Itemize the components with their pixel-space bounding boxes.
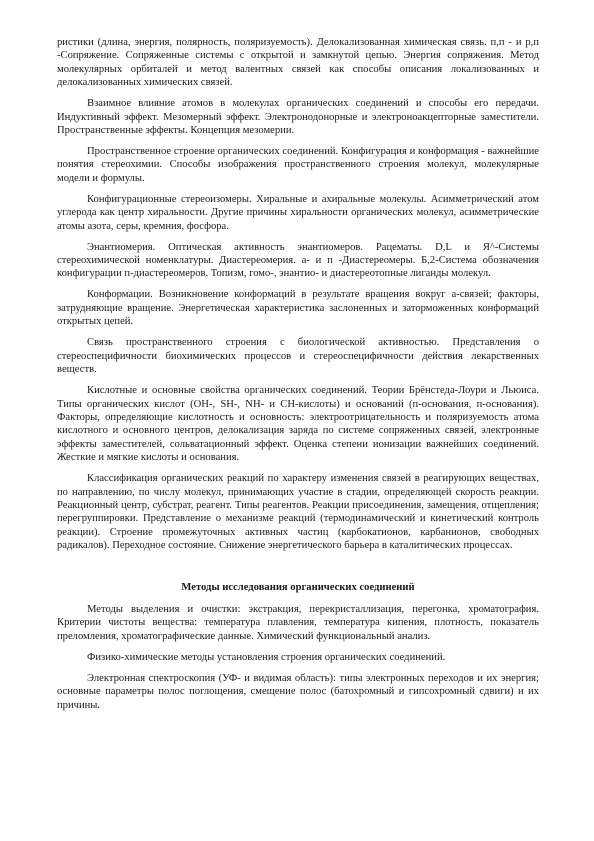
paragraph-enantiomerism: Энантиомерия. Оптическая активность энантиомеров. Рацематы. D,L и Я^-Системы стереохимической номенклатуры. Диастереомерия. а- и п -Диастереомеры. Б,2-Система обозначения конфигурации п-диастереомеров. Топизм, гомо-, энантио- и диастереотопные лиганды молекул. <box>57 241 539 280</box>
paragraph-bond-characteristics: ристики (длина, энергия, полярность, поляризуемость). Делокализованная химическая связь. п,п - и р,п -Сопряжение. Сопряженные системы с открытой и замкнутой цепью. Энергия сопряжения. Метод молекулярных орбиталей и метод валентных связей как способы описания локализованных и делокализованных химических связей. <box>57 37 539 89</box>
paragraph-biological-activity: Связь пространственного строения с биологической активностью. Представления о стереоспецифичности биохимических процессов и стереоспецифичности действия лекарственных веществ. <box>57 337 539 376</box>
paragraph-conformations: Конформации. Возникновение конформаций в результате вращения вокруг а-связей; факторы, затрудняющие вращение. Энергетическая характеристика заслоненных и заторможенных конформаций открытых цепей. <box>57 289 539 328</box>
paragraph-spatial-structure: Пространственное строение органических соединений. Конфигурация и конформация - важнейшие понятия стереохимии. Способы изображения пространственного строения молекул, молекулярные модели и формулы. <box>57 146 539 184</box>
paragraph-reaction-classification: Классификация органических реакций по характеру изменения связей в реагирующих веществах, по направлению, по числу молекул, принимающих участие в стадии, определяющей скорость реакции. Реакционный центр, субстрат, реагент. Типы реагентов. Реакции присоединения, замещения, отщепления; перегруппировки. Представление о механизме реакций (термодинамический и кинетический контроль реакции). Строение промежуточных активных частиц (карбокатионов, карбанионов, свободных радикалов). Переходное состояние. Снижение энергетического барьера в каталитических процессах. <box>57 473 539 552</box>
section-heading: Методы исследования органических соединений <box>181 581 415 593</box>
document-page <box>57 36 539 720</box>
paragraph-configurational-stereoisomers: Конфигурационные стереоизомеры. Хиральные и ахиральные молекулы. Асимметрический атом углерода как центр хиральности. Другие причины хиральности органических молекул, асимметрические атомы азота, серы, кремния, фосфора. <box>57 193 539 232</box>
paragraph-isolation-methods: Методы выделения и очистки: экстракция, перекристаллизация, перегонка, хроматография. Критерии чистоты вещества: температура плавления, температура кипения, плотность, показатель преломления, хроматографические данные. Химический функциональный анализ. <box>57 603 539 642</box>
paragraph-mutual-influence: Взаимное влияние атомов в молекулах органических соединений и способы его передачи. Индуктивный эффект. Мезомерный эффект. Электронодонорные и электроноакцепторные заместители. Пространственные эффекты. Концепция мезомерии. <box>57 98 539 137</box>
paragraph-electronic-spectroscopy: Электронная спектроскопия (УФ- и видимая область): типы электронных переходов и их энергия; основные параметры полос поглощения, смещение полос (батохромный и гипсохромный сдвиги) и их причины. <box>57 672 539 711</box>
paragraph-acid-base: Кислотные и основные свойства органических соединений. Теории Брёнстеда-Лоури и Льюиса. Типы органических кислот (ОН-, SH-, NH- и СН-кислоты) и оснований (п-основания, п-основания). Факторы, определяющие кислотность и основность: электроотрицательность и поляризуемость атома кислотного и основного центров, делокализация заряда по системе сопряженных связей, электронные эффекты заместителей, сольватационный эффект. Оценка степени ионизации важнейших соединений. Жесткие и мягкие кислоты и основания. <box>57 385 539 464</box>
paragraph-physchem-methods: Физико-химические методы установления строения органических соединений. <box>87 651 446 663</box>
